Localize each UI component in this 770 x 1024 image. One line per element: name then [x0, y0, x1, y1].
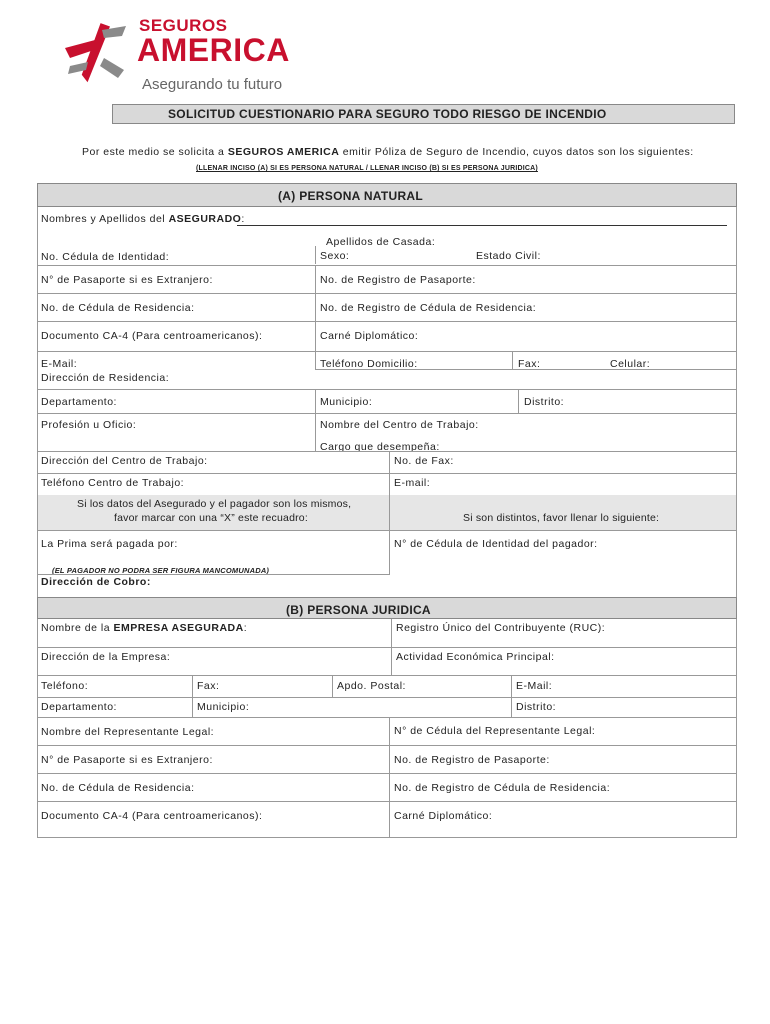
fax-label: Fax: [518, 358, 541, 370]
prima-label: La Prima será pagada por: [41, 538, 178, 550]
nombres-label: Nombres y Apellidos del ASEGURADO: [41, 213, 245, 225]
nombre-centro-trabajo-label: Nombre del Centro de Trabajo: [320, 419, 479, 431]
nombre-empresa-label: Nombre de la EMPRESA ASEGURADA: [41, 622, 248, 634]
direccion-residencia-label: Dirección de Residencia: [41, 372, 170, 384]
apellidos-casada-label: Apellidos de Casada: [326, 236, 436, 248]
intro-text: Por este medio se solicita a SEGUROS AMERICA emitir Póliza de Seguro de Incendio, cuyos datos son los siguientes: [82, 146, 694, 158]
no-fax-label: No. de Fax: [394, 455, 454, 467]
email2-label: E-mail: [394, 477, 431, 489]
mancomunada-note: (EL PAGADOR NO PODRA SER FIGURA MANCOMUNADA) [52, 566, 270, 575]
nombres-line[interactable] [237, 225, 727, 226]
registro-pasaporte-b-label: No. de Registro de Pasaporte: [394, 754, 550, 766]
cedula-residencia-label: No. de Cédula de Residencia: [41, 302, 195, 314]
section-a-title: (A) PERSONA NATURAL [278, 189, 424, 203]
municipio-b-label: Municipio: [197, 701, 250, 713]
cedula-representante-label: N° de Cédula del Representante Legal: [394, 725, 596, 737]
pasaporte-label: N° de Pasaporte si es Extranjero: [41, 274, 213, 286]
registro-pasaporte-label: No. de Registro de Pasaporte: [320, 274, 476, 286]
representante-label: Nombre del Representante Legal: [41, 726, 215, 738]
cedula-residencia-b-label: No. de Cédula de Residencia: [41, 782, 195, 794]
departamento-b-label: Departamento: [41, 701, 117, 713]
cedula-pagador-label: N° de Cédula de Identidad del pagador: [394, 538, 598, 550]
actividad-label: Actividad Económica Principal: [396, 651, 555, 663]
ruc-label: Registro Único del Contribuyente (RUC): [396, 622, 606, 634]
direccion-empresa-label: Dirección de la Empresa: [41, 651, 171, 663]
cedula-label: No. Cédula de Identidad: [41, 251, 170, 263]
logo-line2: AMERICA [137, 32, 290, 68]
logo-tagline: Asegurando tu futuro [142, 76, 283, 93]
celular-label: Celular: [610, 358, 651, 370]
logo-line1: SEGUROS [139, 16, 228, 35]
documento-ca4-label: Documento CA-4 (Para centroamericanos): [41, 330, 263, 342]
distintos-label: Si son distintos, favor llenar lo siguiente: [463, 512, 660, 524]
company-logo [60, 18, 330, 98]
telefono-b-label: Teléfono: [41, 680, 89, 692]
telefono-domicilio-label: Teléfono Domicilio: [320, 358, 418, 370]
section-b-title: (B) PERSONA JURIDICA [286, 603, 431, 617]
profesion-label: Profesión u Oficio: [41, 419, 137, 431]
email-label: E-Mail: [41, 358, 78, 370]
departamento-label: Departamento: [41, 396, 117, 408]
telefono-centro-trabajo-label: Teléfono Centro de Trabajo: [41, 477, 185, 489]
municipio-label: Municipio: [320, 396, 373, 408]
mismos-line1: Si los datos del Asegurado y el pagador son los mismos, [77, 498, 352, 510]
page-title: SOLICITUD CUESTIONARIO PARA SEGURO TODO RIESGO DE INCENDIO [168, 107, 607, 121]
distrito-b-label: Distrito: [516, 701, 557, 713]
pasaporte-b-label: N° de Pasaporte si es Extranjero: [41, 754, 213, 766]
documento-ca4-b-label: Documento CA-4 (Para centroamericanos): [41, 810, 263, 822]
apdo-postal-label: Apdo. Postal: [337, 680, 406, 692]
email-b-label: E-Mail: [516, 680, 553, 692]
estado-civil-label: Estado Civil: [476, 250, 541, 262]
carne-diplomatico-label: Carné Diplomático: [320, 330, 419, 342]
sexo-label: Sexo: [320, 250, 350, 262]
cargo-label: Cargo que desempeña: [320, 441, 440, 453]
distrito-label: Distrito: [524, 396, 565, 408]
direccion-centro-trabajo-label: Dirección del Centro de Trabajo: [41, 455, 208, 467]
registro-cedula-residencia-label: No. de Registro de Cédula de Residencia: [320, 302, 537, 314]
logo-mark-icon [60, 18, 130, 88]
direccion-cobro-label: Dirección de Cobro: [41, 576, 151, 588]
fax-b-label: Fax: [197, 680, 220, 692]
intro-note: (LLENAR INCISO (A) SI ES PERSONA NATURAL / LLENAR INCISO (B) SI ES PERSONA JURIDICA) [196, 165, 538, 172]
mismos-line2: favor marcar con una “X” este recuadro: [114, 512, 308, 524]
registro-cedula-residencia-b-label: No. de Registro de Cédula de Residencia: [394, 782, 611, 794]
carne-diplomatico-b-label: Carné Diplomático: [394, 810, 493, 822]
